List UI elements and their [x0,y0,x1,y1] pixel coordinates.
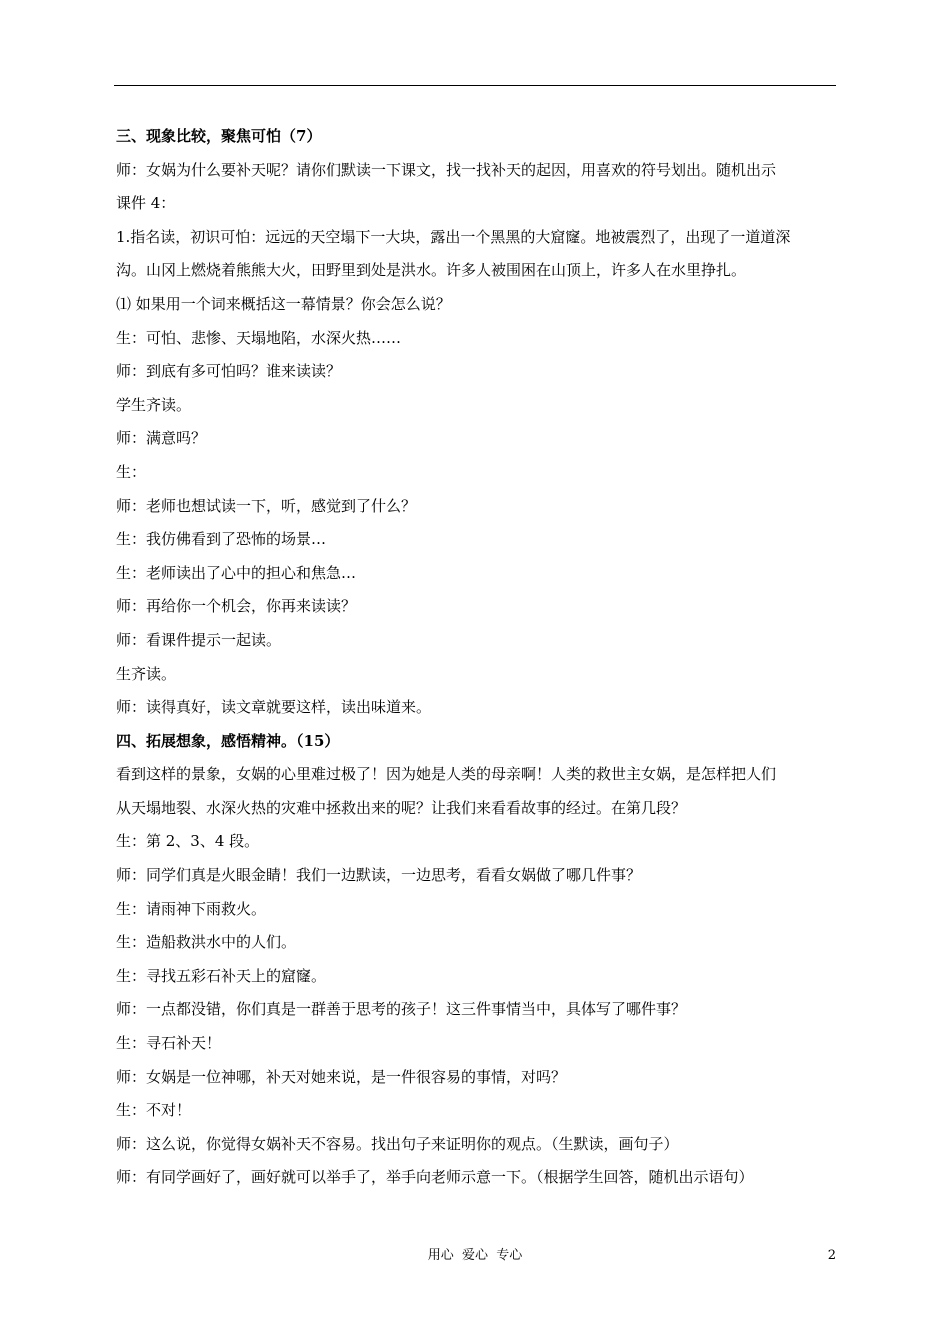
text-line: 生：造船救洪水中的人们。 [116,933,297,952]
page-number: 2 [827,1248,836,1263]
text-line: 生： [116,462,147,481]
text-line: 师：老师也想试读一下，听，感觉到了什么？ [116,496,417,515]
text-line: 生齐读。 [116,664,177,683]
text-line: 生：我仿佛看到了恐怖的场景… [116,530,327,549]
text-line: 生：第 2、3、4 段。 [116,832,260,851]
text-line: 生：老师读出了心中的担心和焦急… [116,563,357,582]
text-line: 学生齐读。 [116,395,192,414]
text-line: 生：可怕、悲惨、天塌地陷，水深火热…… [116,328,402,347]
text-line: 生：不对！ [116,1101,192,1120]
text-line: 1.指名读，初识可怕：远远的天空塌下一大块，露出一个黑黑的大窟窿。地被震烈了，出现了一道道深 [116,227,791,246]
text-line: 师：女娲为什么要补天呢？请你们默读一下课文，找一找补天的起因，用喜欢的符号划出。随机出示 [116,160,777,179]
section-heading: 四、拓展想象，感悟精神。（15） [116,731,340,750]
footer-motto: 用心 爱心 专心 [427,1248,523,1263]
text-line: 师：同学们真是火眼金睛！我们一边默读，一边思考，看看女娲做了哪几件事？ [116,866,642,885]
text-line: ⑴ 如果用一个词来概括这一幕情景？你会怎么说？ [116,294,451,313]
text-line: 课件 4： [116,194,176,213]
text-line: 师：看课件提示一起读。 [116,630,282,649]
section-heading: 三、现象比较，聚焦可怕（7） [116,127,322,145]
text-line: 沟。山冈上燃烧着熊熊大火，田野里到处是洪水。许多人被围困在山顶上，许多人在水里挣扎。 [116,261,747,280]
page-footer [0,1243,950,1269]
text-line: 师：有同学画好了，画好就可以举手了，举手向老师示意一下。（根据学生回答，随机出示语句） [116,1168,754,1187]
text-line: 师：满意吗？ [116,429,207,448]
text-line: 生：寻石补天！ [116,1034,222,1053]
document-body [116,120,838,1195]
text-line: 看到这样的景象，女娲的心里难过极了！因为她是人类的母亲啊！人类的救世主女娲，是怎样把人们 [116,765,777,784]
text-line: 师：女娲是一位神哪，补天对她来说，是一件很容易的事情，对吗？ [116,1067,567,1086]
text-line: 师：读得真好，读文章就要这样，读出味道来。 [116,698,432,717]
text-line: 师：再给你一个机会，你再来读读？ [116,597,357,616]
text-line: 生：寻找五彩石补天上的窟窿。 [116,966,327,985]
header-rule [114,85,836,86]
text-line: 从天塌地裂、水深火热的灾难中拯救出来的呢？让我们来看看故事的经过。在第几段？ [116,798,687,817]
text-line: 师：这么说，你觉得女娲补天不容易。找出句子来证明你的观点。（生默读，画句子） [116,1134,679,1153]
text-line: 师：到底有多可怕吗？谁来读读？ [116,362,342,381]
text-line: 师：一点都没错，你们真是一群善于思考的孩子！这三件事情当中，具体写了哪件事？ [116,1000,687,1019]
text-line: 生：请雨神下雨救火。 [116,899,267,918]
